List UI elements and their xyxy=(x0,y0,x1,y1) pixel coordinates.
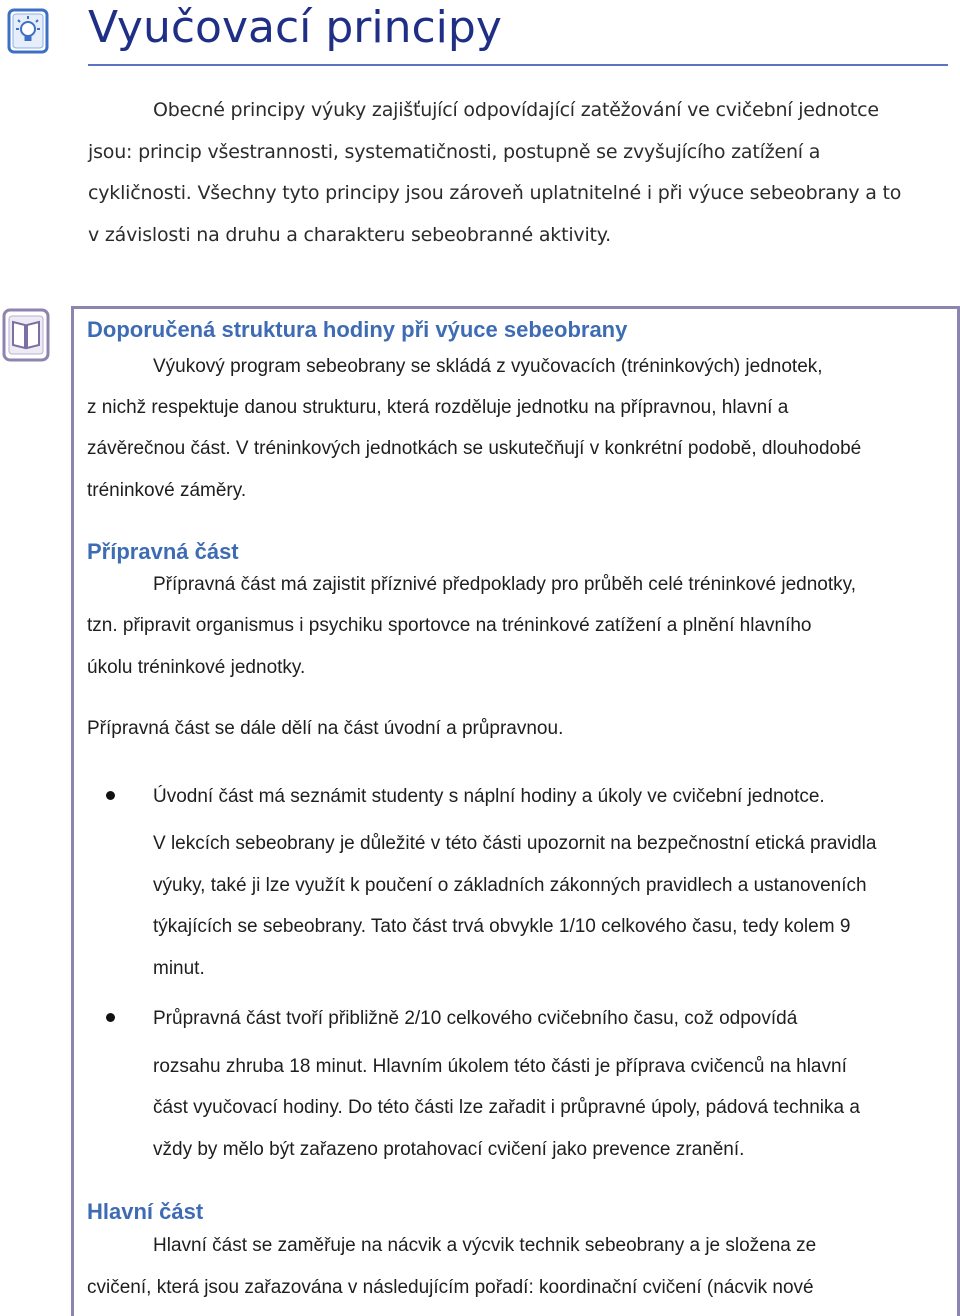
page-title: Vyučovací principy xyxy=(88,2,502,53)
box-border-top xyxy=(72,306,960,309)
bullet-line: Úvodní část má seznámit studenty s náplní hodiny a úkoly ve cvičební jednotce. xyxy=(153,786,825,807)
body-line: závěrečnou část. V tréninkových jednotkách se uskutečňují v konkrétní podobě, dlouhodobé xyxy=(87,438,862,459)
intro-line: Obecné principy výuky zajišťující odpovídající zatěžování ve cvičební jednotce xyxy=(153,99,879,121)
body-line: tréninkové záměry. xyxy=(87,480,247,501)
bullet-dot xyxy=(106,791,115,800)
body-line: z nichž respektuje danou strukturu, která rozděluje jednotku na přípravnou, hlavní a xyxy=(87,397,789,418)
bullet-line: část vyučovací hodiny. Do této části lze zařadit i průpravné úpoly, pádová technika a xyxy=(153,1097,860,1118)
bullet-line: vždy by mělo být zařazeno protahovací cvičení jako prevence zranění. xyxy=(153,1139,745,1160)
body-line: úkolu tréninkové jednotky. xyxy=(87,657,306,678)
intro-line: v závislosti na druhu a charakteru sebeobranné aktivity. xyxy=(88,224,611,246)
body-line: Hlavní část se zaměřuje na nácvik a výcvik technik sebeobrany a je složena ze xyxy=(153,1235,817,1256)
lightbulb-icon xyxy=(6,5,50,57)
bullet-line: týkajících se sebeobrany. Tato část trvá obvykle 1/10 celkového času, tedy kolem 9 xyxy=(153,916,851,937)
subsection-heading-main: Hlavní část xyxy=(87,1199,204,1224)
section-heading: Doporučená struktura hodiny při výuce sebeobrany xyxy=(87,317,628,342)
body-line: cvičení, která jsou zařazována v následujícím pořadí: koordinační cvičení (nácvik nové xyxy=(87,1277,814,1298)
bullet-line: rozsahu zhruba 18 minut. Hlavním úkolem této části je příprava cvičenců na hlavní xyxy=(153,1056,847,1077)
body-line: Výukový program sebeobrany se skládá z vyučovacích (tréninkových) jednotek, xyxy=(153,356,823,377)
bullet-line: V lekcích sebeobrany je důležité v této části upozornit na bezpečnostní etická pravidla xyxy=(153,833,877,854)
bullet-line: minut. xyxy=(153,958,205,979)
bullet-line: Průpravná část tvoří přibližně 2/10 celkového cvičebního času, což odpovídá xyxy=(153,1008,798,1029)
body-line: tzn. připravit organismus i psychiku sportovce na tréninkové zatížení a plnění hlavního xyxy=(87,615,812,636)
box-border-left xyxy=(71,306,74,1316)
bullet-dot xyxy=(106,1013,115,1022)
intro-line: jsou: princip všestrannosti, systematičnosti, postupně se zvyšujícího zatížení a xyxy=(88,141,821,163)
bullet-line: výuky, také ji lze využít k poučení o základních zákonných pravidlech a ustanoveních xyxy=(153,875,867,896)
subsection-heading-prep: Přípravná část xyxy=(87,539,239,564)
body-line: Přípravná část má zajistit příznivé předpoklady pro průběh celé tréninkové jednotky, xyxy=(153,574,857,595)
body-line: Přípravná část se dále dělí na část úvodní a průpravnou. xyxy=(87,718,564,739)
title-underline xyxy=(88,64,948,66)
intro-line: cykličnosti. Všechny tyto principy jsou zároveň uplatnitelné i při výuce sebeobrany a to xyxy=(88,182,902,204)
book-icon xyxy=(2,306,50,364)
